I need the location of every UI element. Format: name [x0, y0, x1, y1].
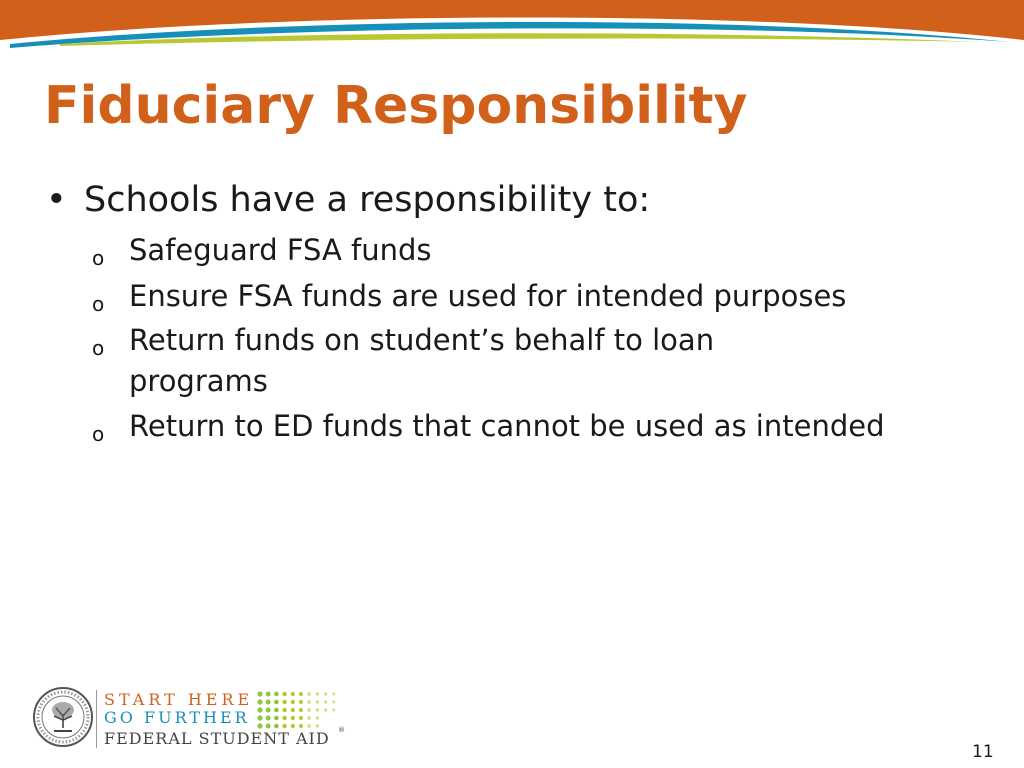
logo-divider — [96, 690, 97, 748]
logo-go-further: GO FURTHER — [104, 708, 250, 727]
registered-mark: ® — [338, 726, 345, 734]
sub-bullet-text: Ensure FSA funds are used for intended purposes — [129, 279, 847, 313]
sub-bullet-circle-icon: o — [92, 422, 105, 446]
department-seal-icon — [32, 686, 94, 748]
header-banner — [0, 0, 1024, 56]
sub-bullet-text: Return to ED funds that cannot be used as intended — [129, 409, 885, 443]
slide-title: Fiduciary Responsibility — [44, 76, 748, 136]
sub-bullet-circle-icon: o — [92, 292, 105, 316]
bullet-dot-icon: • — [46, 180, 67, 220]
sub-bullet-circle-icon: o — [92, 336, 105, 360]
fsa-logo — [32, 686, 352, 754]
logo-start-here: START HERE — [104, 690, 254, 709]
sub-bullet-text: Safeguard FSA funds — [129, 233, 432, 267]
sub-bullet-text: Return funds on student’s behalf to loan programs — [129, 323, 715, 398]
page-number: 11 — [972, 742, 994, 762]
logo-dot-pattern — [256, 690, 342, 730]
sub-bullet-circle-icon: o — [92, 246, 105, 270]
logo-federal-student-aid: FEDERAL STUDENT AID — [104, 729, 330, 748]
lead-bullet-text: Schools have a responsibility to: — [84, 180, 651, 220]
